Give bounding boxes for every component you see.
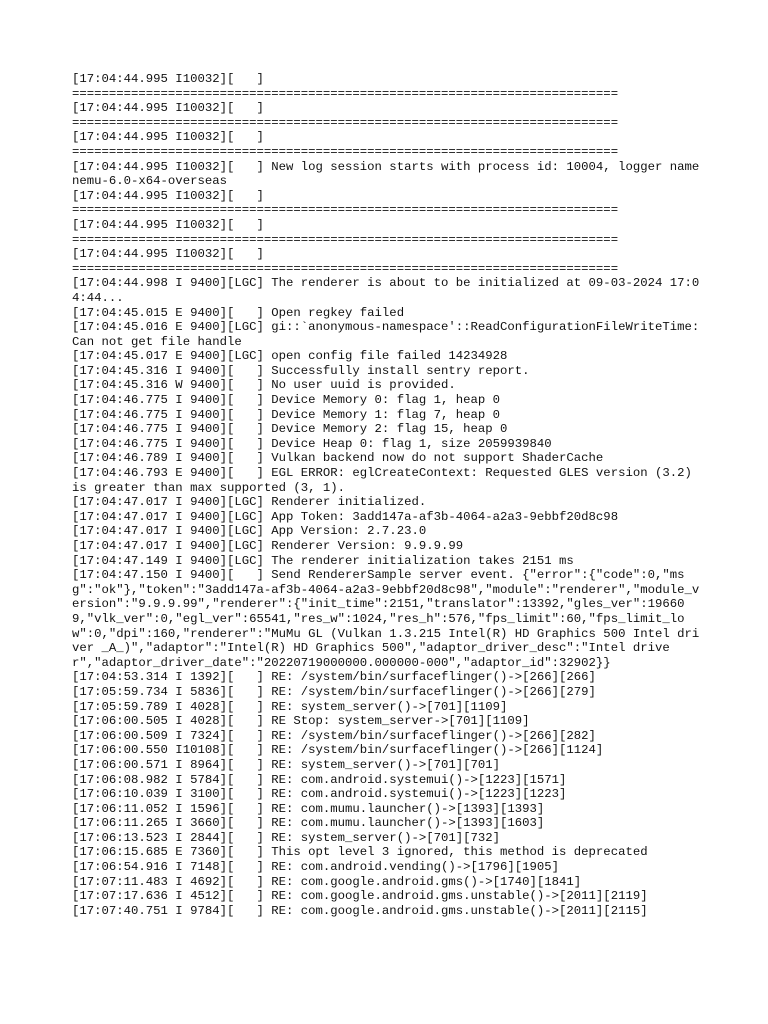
log-line: [17:07:11.483 I 4692][ ] RE: com.google.android.gms()->[1740][1841]	[72, 874, 582, 889]
separator-line: ==========================================================================	[72, 261, 619, 276]
log-line: [17:06:11.052 I 1596][ ] RE: com.mumu.launcher()->[1393][1393]	[72, 801, 545, 816]
log-line: [17:04:46.775 I 9400][ ] Device Memory 0: flag 1, heap 0	[72, 393, 501, 408]
separator-line: ==========================================================================	[72, 232, 619, 247]
separator-line: ==========================================================================	[72, 115, 619, 130]
log-line: [17:04:47.017 I 9400][LGC] App Version: 2.7.23.0	[72, 524, 427, 539]
log-line: [17:04:44.995 I10032][ ]	[72, 188, 264, 203]
log-line: [17:04:47.017 I 9400][LGC] App Token: 3add147a-af3b-4064-a2a3-9ebbf20d8c98	[72, 509, 619, 524]
log-line: [17:06:10.039 I 3100][ ] RE: com.android.systemui()->[1223][1223]	[72, 787, 567, 802]
log-line: [17:04:44.995 I10032][ ]	[72, 101, 264, 116]
log-line: [17:05:59.789 I 4028][ ] RE: system_server()->[701][1109]	[72, 699, 508, 714]
log-line: [17:04:44.998 I 9400][LGC] The renderer is about to be initialized at 09-03-2024 17:04:44...	[72, 276, 700, 305]
log-line: [17:06:00.509 I 7324][ ] RE: /system/bin/surfaceflinger()->[266][282]	[72, 728, 596, 743]
log-line: [17:06:00.505 I 4028][ ] RE Stop: system_server->[701][1109]	[72, 714, 530, 729]
log-line: [17:04:44.995 I10032][ ] New log session starts with process id: 10004, logger name nemu-6.0-x64-overseas	[72, 159, 707, 189]
log-line: [17:07:17.636 I 4512][ ] RE: com.google.android.gms.unstable()->[2011][2119]	[72, 889, 648, 904]
log-line: [17:06:00.550 I10108][ ] RE: /system/bin/surfaceflinger()->[266][1124]	[72, 743, 604, 758]
log-line: [17:04:53.314 I 1392][ ] RE: /system/bin/surfaceflinger()->[266][266]	[72, 670, 596, 685]
log-line: [17:06:54.916 I 7148][ ] RE: com.android.vending()->[1796][1905]	[72, 860, 560, 875]
log-line: [17:06:13.523 I 2844][ ] RE: system_server()->[701][732]	[72, 830, 501, 845]
separator-line: ==========================================================================	[72, 86, 619, 101]
log-line: [17:06:11.265 I 3660][ ] RE: com.mumu.launcher()->[1393][1603]	[72, 816, 545, 831]
log-line: [17:04:44.995 I10032][ ]	[72, 72, 264, 86]
log-line: [17:04:45.015 E 9400][ ] Open regkey failed	[72, 305, 405, 320]
log-line: [17:07:40.751 I 9784][ ] RE: com.google.android.gms.unstable()->[2011][2115]	[72, 903, 648, 918]
log-line: [17:06:00.571 I 8964][ ] RE: system_server()->[701][701]	[72, 757, 501, 772]
log-line: [17:04:44.995 I10032][ ]	[72, 247, 264, 262]
log-line: [17:04:45.016 E 9400][LGC] gi::`anonymous-namespace'::ReadConfigurationFileWriteTime: Can not get file handle	[72, 320, 707, 349]
log-line: [17:04:46.775 I 9400][ ] Device Heap 0: flag 1, size 2059939840	[72, 436, 552, 451]
log-line: [17:04:45.316 W 9400][ ] No user uuid is provided.	[72, 378, 456, 393]
log-line: [17:04:46.789 I 9400][ ] Vulkan backend now do not support ShaderCache	[72, 451, 604, 466]
log-line: [17:05:59.734 I 5836][ ] RE: /system/bin/surfaceflinger()->[266][279]	[72, 684, 596, 699]
log-line: [17:04:46.775 I 9400][ ] Device Memory 2: flag 15, heap 0	[72, 422, 508, 437]
log-line: [17:06:08.982 I 5784][ ] RE: com.android.systemui()->[1223][1571]	[72, 772, 567, 787]
log-line: [17:04:45.316 I 9400][ ] Successfully install sentry report.	[72, 363, 530, 378]
log-line: [17:04:47.150 I 9400][ ] Send RendererSample server event. {"error":{"code":0,"msg":"ok"},"token":"3add147a-af3b-4064-a2a3-9ebbf20d8c98","module":"renderer","module_version":"9.9.9.99","renderer":{"init_time":2151,"translator":13392,"gles_ver":196609,"vlk_ver":0,"egl_ver":65541,"res_w":1024,"res_h":576,"fps_limit":60,"fps_limit_low":0,"dpi":160,"renderer":"MuMu GL (Vulkan 1.3.215 Intel(R) HD Graphics 500 Intel driver _A_)","adaptor":"Intel(R) HD Graphics 500","adaptor_driver_desc":"Intel driver","adaptor_driver_date":"20220719000000.000000-000","adaptor_id":32902}}	[72, 568, 700, 670]
log-document	[72, 72, 707, 918]
log-line: [17:04:47.149 I 9400][LGC] The renderer initialization takes 2151 ms	[72, 553, 574, 568]
log-line: [17:04:44.995 I10032][ ]	[72, 217, 264, 232]
separator-line: ==========================================================================	[72, 203, 619, 218]
log-line: [17:06:15.685 E 7360][ ] This opt level 3 ignored, this method is deprecated	[72, 845, 648, 860]
log-line: [17:04:46.775 I 9400][ ] Device Memory 1: flag 7, heap 0	[72, 407, 501, 422]
log-line: [17:04:44.995 I10032][ ]	[72, 130, 264, 145]
log-line: [17:04:46.793 E 9400][ ] EGL ERROR: eglCreateContext: Requested GLES version (3.2) is greater than max supported (3, 1).	[72, 466, 700, 495]
log-line: [17:04:45.017 E 9400][LGC] open config file failed 14234928	[72, 349, 508, 364]
log-line: [17:04:47.017 I 9400][LGC] Renderer Version: 9.9.9.99	[72, 539, 464, 553]
separator-line: ==========================================================================	[72, 144, 619, 159]
log-line: [17:04:47.017 I 9400][LGC] Renderer initialized.	[72, 495, 427, 510]
